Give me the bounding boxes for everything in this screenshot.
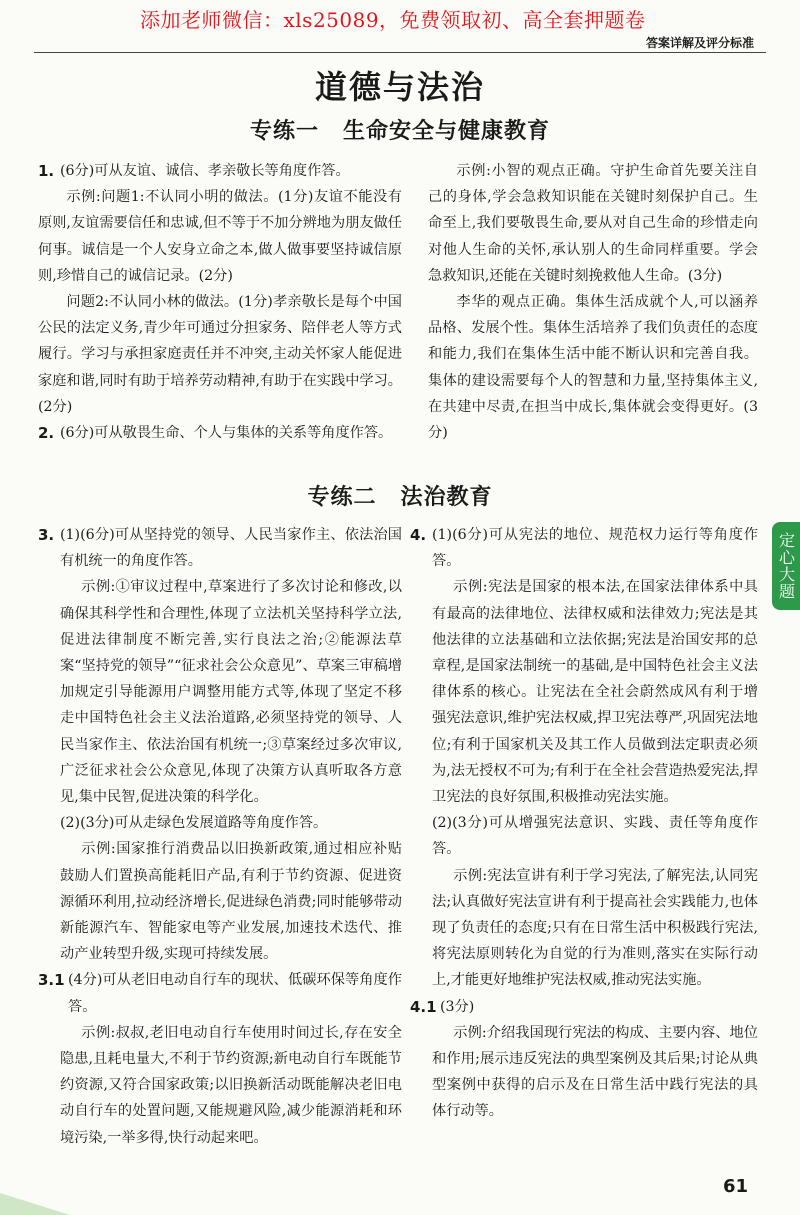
answer-paragraph: 示例:介绍我国现行宪法的构成、主要内容、地位和作用;展示违反宪法的典型案例及其后果;讨论从典型案例中获得的启示及在日常生活中践行宪法的具体行动等。 [432,1024,758,1120]
section-name: 生命安全与健康教育 [343,119,551,144]
header-divider [34,52,766,53]
question-intro: (6分)可从友谊、诚信、孝亲敬长等角度作答。 [60,163,350,179]
question-intro: (4分)可从老旧电动自行车的现状、低碳环保等角度作答。 [68,972,402,1015]
question-number: 3.1 [38,971,65,990]
question-3-1 [38,967,402,1019]
question-2 [38,420,402,446]
question-number: 3. [38,526,55,544]
answer-paragraph: 示例:国家推行消费品以旧换新政策,通过相应补贴鼓励人们置换高能耗旧产品,有利于节约资源、促进资源循环利用,拉动经济增长,促进绿色消费;同时能够带动新能源汽车、智能家电等产业发展,加速技术迭代、推动产业转型升级,实现可持续发展。 [60,841,402,963]
question-intro: (1)(6分)可从坚持党的领导、人民当家作主、依法治国有机统一的角度作答。 [60,527,402,570]
side-tab [772,522,800,610]
question-intro: (1)(6分)可从宪法的地位、规范权力运行等角度作答。 [432,527,758,570]
question-number: 2. [38,424,55,443]
header-label: 答案详解及评分标准 [645,36,754,50]
question-number: 4.1 [410,997,437,1016]
answer-paragraph: 示例:小智的观点正确。守护生命首先要关注自己的身体,学会急救知识能在关键时刻保护自己。生命至上,我们要敬畏生命,要从对自己生命的珍惜走向对他人生命的关怀,承认别人的生命同样重要。学会急救知识,还能在关键时刻挽救他人生命。(3分) [428,163,758,284]
answer-paragraph: 示例:宪法是国家的根本法,在国家法律体系中具有最高的法律地位、法律权威和法律效力;宪法是其他法律的立法基础和立法依据;宪法是治国安邦的总章程,是国家法制统一的基础,是中国特色社会主义法律体系的核心。让宪法在全社会蔚然成风有利于增强宪法意识,维护宪法权威,捍卫宪法尊严,巩固宪法地位;有利于国家机关及其工作人员做到法定职责必须为,法无授权不可为;有利于在全社会营造热爱宪法,捍卫宪法的良好氛围,积极推动宪法实施。 [432,579,758,806]
section-number: 专练一 [249,119,319,144]
question-part: (2)(3分)可从增强宪法意识、实践、责任等角度作答。 [432,815,758,858]
answer-paragraph: 示例:叔叔,老旧电动自行车使用时间过长,存在安全隐患,且耗电量大,不利于节约资源;新电动自行车既能节约资源,又符合国家政策;以旧换新活动既能解决老旧电动自行车的处置问题,又能规避风险,减少能源消耗和环境污染,一举多得,快行动起来吧。 [60,1024,402,1146]
question-4-1 [410,994,758,1020]
question-intro: (3分) [440,998,475,1015]
section-number: 专练二 [307,485,377,510]
side-tab-label: 定心大题 [776,532,796,600]
question-intro: (6分)可从敬畏生命、个人与集体的关系等角度作答。 [60,425,393,442]
answer-paragraph: 示例:问题1:不认同小明的做法。(1分)友谊不能没有原则,友谊需要信任和忠诚,但不等于不加分辨地为朋友做任何事。诚信是一个人安身立命之本,做人做事要坚持诚信原则,珍惜自己的诚信记录。(2分) [38,189,402,284]
question-3 [38,522,402,574]
question-4 [410,522,758,574]
section-title-2 [0,480,800,511]
answer-paragraph: 示例:①审议过程中,草案进行了多次讨论和修改,以确保其科学性和合理性,体现了立法机关坚持科学立法,促进法律制度不断完善,实行良法之治;②能源法草案“坚持党的领导”“征求社会公众意见”、草案三审稿增加规定引导能源用户调整用能方式等,体现了坚定不移走中国特色社会主义法治道路,必须坚持党的领导、人民当家作主、依法治国有机统一;③草案经过多次审议,广泛征求社会公众意见,体现了决策方认真听取各方意见,集中民智,促进决策的科学化。 [60,579,402,806]
page-title: 道德与法治 [314,68,485,106]
answer-paragraph: 示例:宪法宣讲有利于学习宪法,了解宪法,认同宪法;认真做好宪法宣讲有利于提高社会实践能力,也体现了负责任的态度;只有在日常生活中积极践行宪法,将宪法原则转化为自觉的行为准则,落实在实际行动上,才能更好地维护宪法权威,推动宪法实施。 [432,867,758,989]
watermark: 添加老师微信：xls25089，免费领取初、高全套押题卷 [140,8,646,32]
section-name: 法治教育 [400,485,493,510]
section2-left-column [38,522,402,1151]
page-corner-decoration [0,1193,70,1215]
answer-paragraph: 李华的观点正确。集体生活成就个人,可以涵养品格、发展个性。集体生活培养了我们负责任的态度和能力,我们在集体生活中能不断认识和完善自我。集体的建设需要每个人的智慧和力量,坚持集体主义,在共建中尽责,在担当中成长,集体就会变得更好。(3分) [428,294,758,442]
section1-right-column [428,158,758,446]
question-part: (2)(3分)可从走绿色发展道路等角度作答。 [60,815,328,832]
question-number: 1. [38,162,55,180]
section2-right-column [410,522,758,1125]
question-number: 4. [410,526,427,544]
answer-paragraph: 问题2:不认同小林的做法。(1分)孝亲敬长是每个中国公民的法定义务,青少年可通过分担家务、陪伴老人等方式履行。学习与承担家庭责任并不冲突,主动关怀家人能促进家庭和谐,同时有助于培养劳动精神,有助于在实践中学习。(2分) [38,294,402,415]
question-1 [38,158,402,184]
page-number: 61 [722,1176,748,1197]
section-title-1 [0,114,800,145]
section1-left-column [38,158,402,446]
